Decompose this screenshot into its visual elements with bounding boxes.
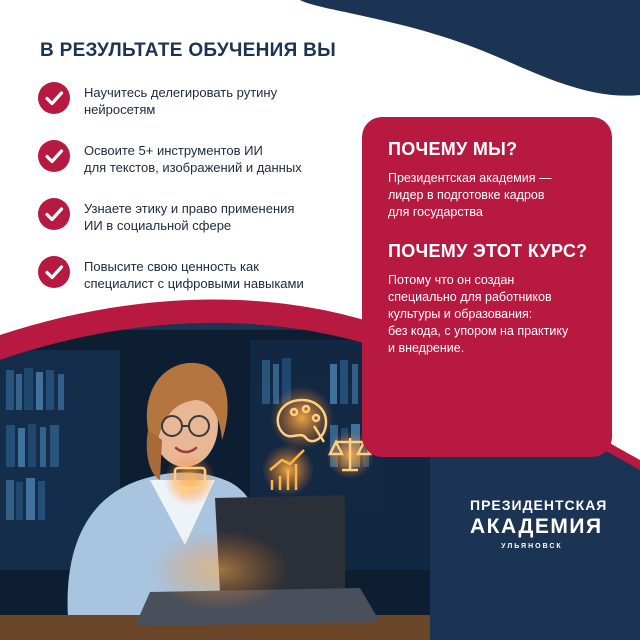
- benefit-text: Освоите 5+ инструментов ИИ для текстов, изображений и данных: [84, 143, 302, 175]
- benefit-item: [38, 82, 338, 140]
- benefits-list: [38, 82, 338, 314]
- why-us-text: Президентская академия — лидер в подготовке кадров для государства: [388, 171, 552, 219]
- top-right-navy-wave: [300, 0, 640, 96]
- check-icon: [38, 140, 70, 172]
- logo-line-2: АКАДЕМИЯ: [470, 515, 603, 538]
- academy-logo: [470, 497, 608, 550]
- check-icon: [38, 82, 70, 114]
- logo-line-1: ПРЕЗИДЕНТСКАЯ: [470, 497, 608, 513]
- section-heading: В РЕЗУЛЬТАТЕ ОБУЧЕНИЯ ВЫ: [40, 40, 337, 61]
- why-course-text: Потому что он создан специально для работников культуры и образования: без кода, с упором на практику и внедрение.: [388, 273, 569, 355]
- palette-icon: [270, 386, 334, 450]
- benefit-item: [38, 198, 338, 256]
- why-us-title: ПОЧЕМУ МЫ?: [388, 139, 518, 159]
- speech-bubble-icon: [164, 454, 216, 506]
- why-course-title: ПОЧЕМУ ЭТОТ КУРС?: [388, 241, 588, 261]
- check-icon: [38, 198, 70, 230]
- growth-chart-icon: [262, 444, 314, 496]
- benefit-text: Научитесь делегировать рутину нейросетям: [84, 85, 278, 117]
- benefit-text: Повысите свою ценность как специалист с цифровыми навыками: [84, 259, 304, 291]
- benefit-item: [38, 256, 338, 314]
- benefit-item: [38, 140, 338, 198]
- why-us-card: [362, 117, 612, 457]
- logo-city: УЛЬЯНОВСК: [501, 543, 563, 550]
- laptop-glow: [150, 530, 290, 610]
- check-icon: [38, 256, 70, 288]
- benefit-text: Узнаете этику и право применения ИИ в социальной сфере: [84, 201, 295, 233]
